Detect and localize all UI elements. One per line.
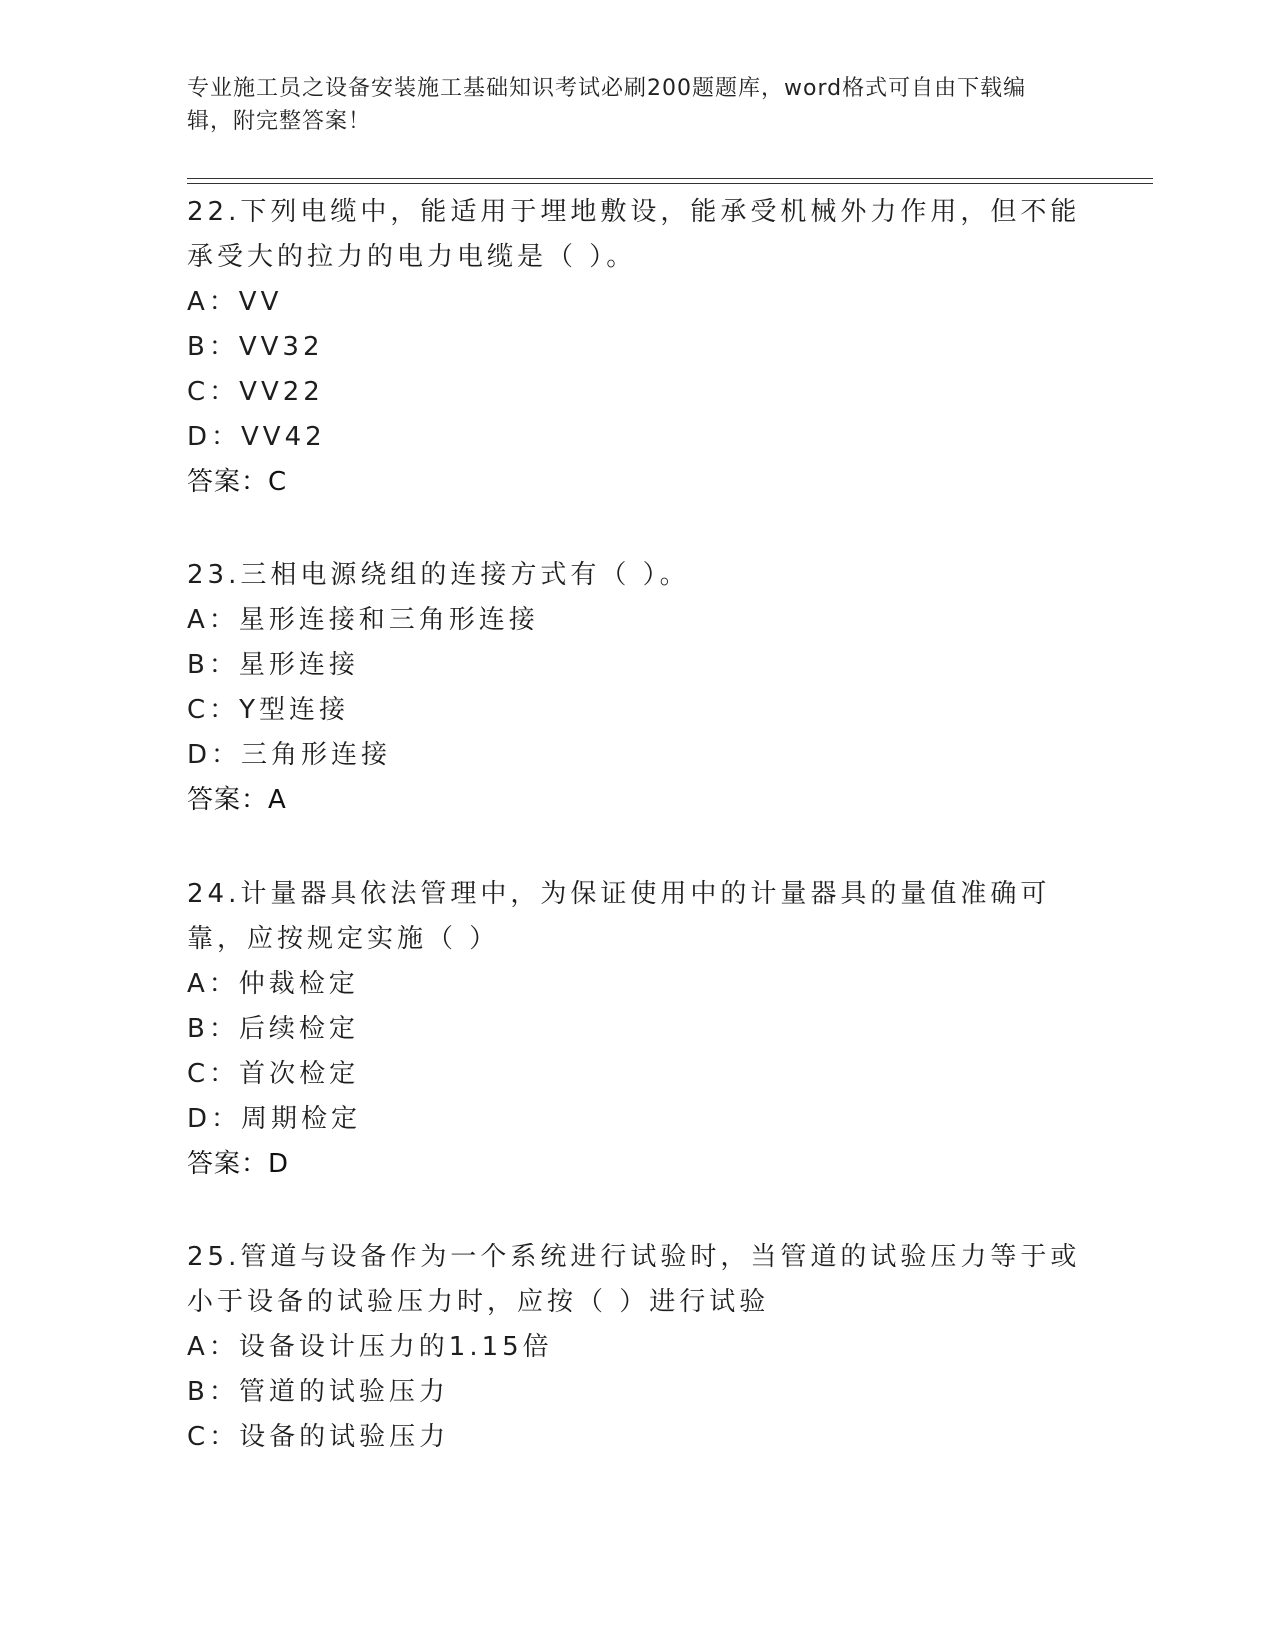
option-d: D：三角形连接: [187, 740, 392, 770]
question-stem: 25.管道与设备作为一个系统进行试验时，当管道的试验压力等于或小于设备的试验压力时，应按（ ）进行试验: [187, 1242, 1081, 1317]
question-24: [187, 872, 1087, 1187]
question-22: [187, 190, 1087, 505]
option-b: B：后续检定: [187, 1014, 359, 1044]
question-stem: 22.下列电缆中，能适用于埋地敷设，能承受机械外力作用，但不能承受大的拉力的电力电缆是（ ）。: [187, 197, 1081, 272]
answer: 答案：C: [187, 467, 288, 497]
option-d: D：周期检定: [187, 1104, 362, 1134]
header-divider-bottom: [187, 183, 1153, 184]
option-a: A：VV: [187, 287, 283, 317]
option-c: C：VV22: [187, 377, 324, 407]
answer: 答案：A: [187, 785, 287, 815]
question-23: [187, 553, 1087, 823]
question-25: [187, 1235, 1087, 1460]
option-a: A：设备设计压力的1.15倍: [187, 1332, 553, 1362]
answer: 答案：D: [187, 1149, 290, 1179]
option-d: D：VV42: [187, 422, 326, 452]
header-divider-top: [187, 178, 1153, 179]
option-b: B：VV32: [187, 332, 324, 362]
option-b: B：星形连接: [187, 650, 359, 680]
option-a: A：星形连接和三角形连接: [187, 605, 539, 635]
option-a: A：仲裁检定: [187, 969, 359, 999]
option-c: C：设备的试验压力: [187, 1422, 450, 1452]
option-c: C：Y型连接: [187, 695, 350, 725]
option-c: C：首次检定: [187, 1059, 360, 1089]
document-header: 专业施工员之设备安装施工基础知识考试必刷200题题库，word格式可自由下载编辑，附完整答案！: [187, 76, 1027, 134]
question-stem: 24.计量器具依法管理中，为保证使用中的计量器具的量值准确可靠，应按规定实施（ ）: [187, 879, 1051, 954]
question-stem: 23.三相电源绕组的连接方式有（ ）。: [187, 560, 690, 590]
option-b: B：管道的试验压力: [187, 1377, 449, 1407]
